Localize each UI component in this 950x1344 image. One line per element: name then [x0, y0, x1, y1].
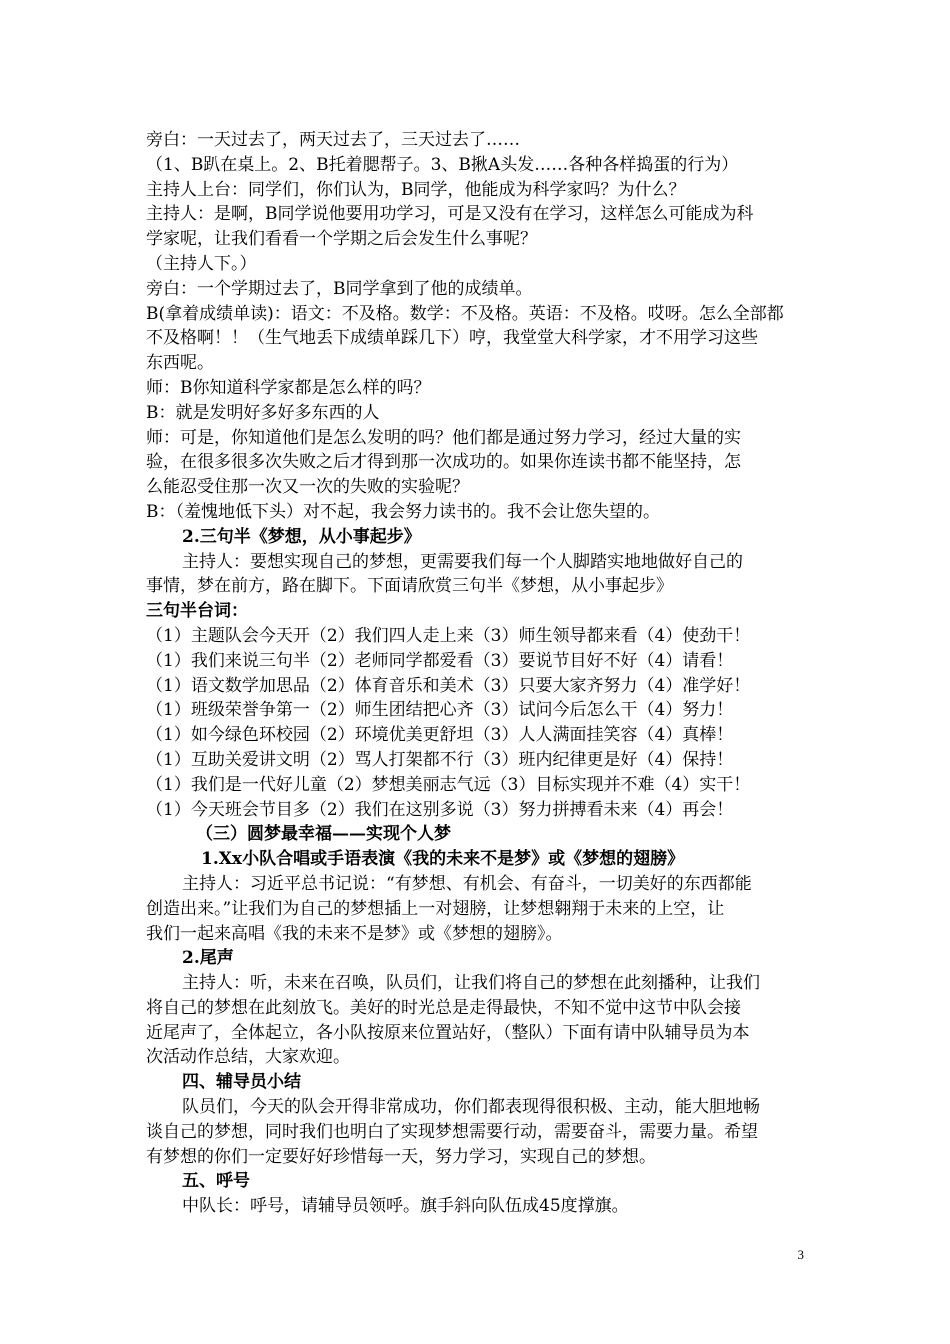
- section-heading: 四、辅导员小结: [182, 1072, 301, 1093]
- text-line: 有梦想的你们一定要好好珍惜每一天，努力学习，实现自己的梦想。: [146, 1146, 656, 1167]
- text-line: 么能忍受住那一次又一次的失败的实验呢？: [146, 477, 469, 498]
- section-heading: （三）圆梦最幸福——实现个人梦: [196, 824, 451, 845]
- text-line: 不及格啊！！（生气地丢下成绩单踩几下）哼，我堂堂大科学家，才不用学习这些: [146, 328, 758, 349]
- text-line: 主持人：习近平总书记说：“有梦想、有机会、有奋斗，一切美好的东西都能: [182, 873, 752, 894]
- text-line: （1）互助关爱讲文明（2）骂人打架都不行（3）班内纪律更是好（4）保持！: [146, 749, 734, 770]
- text-line: 师：可是，你知道他们是怎么发明的吗？他们都是通过努力学习，经过大量的实: [146, 427, 741, 448]
- text-line: 主持人：是啊，B同学说他要用功学习，可是又没有在学习，这样怎么可能成为科: [146, 204, 754, 225]
- text-line: （1）主题队会今天开（2）我们四人走上来（3）师生领导都来看（4）使劲干！: [146, 625, 751, 646]
- text-line: 旁白：一个学期过去了，B同学拿到了他的成绩单。: [146, 278, 533, 299]
- text-line: 东西呢。: [146, 353, 214, 374]
- text-line: 次活动作总结，大家欢迎。: [146, 1047, 350, 1068]
- text-line: B：（羞愧地低下头）对不起，我会努力读书的。我不会让您失望的。: [146, 501, 660, 522]
- section-heading: 三句半台词：: [146, 601, 248, 622]
- text-line: 旁白：一天过去了，两天过去了，三天过去了……: [146, 130, 520, 150]
- text-line: 中队长：呼号，请辅导员领呼。旗手斜向队伍成45度撑旗。: [182, 1196, 629, 1217]
- text-line: 主持人上台：同学们，你们认为，B同学，他能成为科学家吗？为什么？: [146, 179, 686, 200]
- section-heading: 1.Xx小队合唱或手语表演《我的未来不是梦》或《梦想的翅膀》: [201, 849, 685, 870]
- text-line: （1）如今绿色环校园（2）环境优美更舒坦（3）人人满面挂笑容（4）真棒！: [146, 725, 734, 746]
- text-line: （1）我们是一代好儿童（2）梦想美丽志气远（3）目标实现并不难（4）实干！: [146, 774, 751, 795]
- page-number: 3: [797, 1247, 804, 1262]
- text-line: B(拿着成绩单读)：语文：不及格。数学：不及格。英语：不及格。哎呀。怎么全部都: [146, 303, 784, 324]
- text-line: B：就是发明好多好多东西的人: [146, 402, 380, 423]
- text-line: 主持人：要想实现自己的梦想，更需要我们每一个人脚踏实地地做好自己的: [182, 551, 743, 572]
- text-line: 学家呢，让我们看看一个学期之后会发生什么事呢？: [146, 229, 537, 250]
- text-line: （1、B趴在桌上。2、B托着腮帮子。3、B揪A头发……各种各样捣蛋的行为）: [146, 154, 739, 175]
- text-line: （1）语文数学加思品（2）体育音乐和美术（3）只要大家齐努力（4）准学好！: [146, 675, 751, 696]
- text-line: 师：B你知道科学家都是怎么样的吗？: [146, 377, 431, 398]
- text-line: （1）我们来说三句半（2）老师同学都爱看（3）要说节目好不好（4）请看！: [146, 650, 734, 671]
- text-line: 创造出来。”让我们为自己的梦想插上一对翅膀，让梦想翱翔于未来的上空，让: [146, 898, 725, 919]
- text-line: 主持人：听，未来在召唤，队员们，让我们将自己的梦想在此刻播种，让我们: [182, 973, 760, 994]
- text-line: 将自己的梦想在此刻放飞。美好的时光总是走得最快，不知不觉中这节中队会接: [146, 997, 741, 1018]
- section-heading: 2.三句半《梦想，从小事起步》: [182, 526, 421, 547]
- text-line: 谈自己的梦想，同时我们也明白了实现梦想需要行动，需要奋斗，需要力量。希望: [146, 1121, 758, 1142]
- text-line: （1）今天班会节目多（2）我们在这别多说（3）努力拼搏看未来（4）再会！: [146, 799, 734, 820]
- text-line: 验，在很多很多次失败之后才得到那一次成功的。如果你连读书都不能坚持，怎: [146, 452, 741, 473]
- text-line: 近尾声了，全体起立，各小队按原来位置站好，（整队）下面有请中队辅导员为本: [146, 1022, 750, 1043]
- text-line: （主持人下。）: [146, 253, 257, 274]
- text-line: 事情，梦在前方，路在脚下。下面请欣赏三句半《梦想，从小事起步》: [146, 576, 673, 597]
- section-heading: 2.尾声: [182, 948, 234, 969]
- text-line: （1）班级荣誉争第一（2）师生团结把心齐（3）试问今后怎么干（4）努力！: [146, 700, 734, 721]
- text-line: 我们一起来高唱《我的未来不是梦》或《梦想的翅膀》。: [146, 923, 563, 944]
- section-heading: 五、呼号: [182, 1171, 250, 1192]
- document-body: [146, 128, 806, 1219]
- text-line: 队员们，今天的队会开得非常成功，你们都表现得很积极、主动，能大胆地畅: [182, 1097, 760, 1118]
